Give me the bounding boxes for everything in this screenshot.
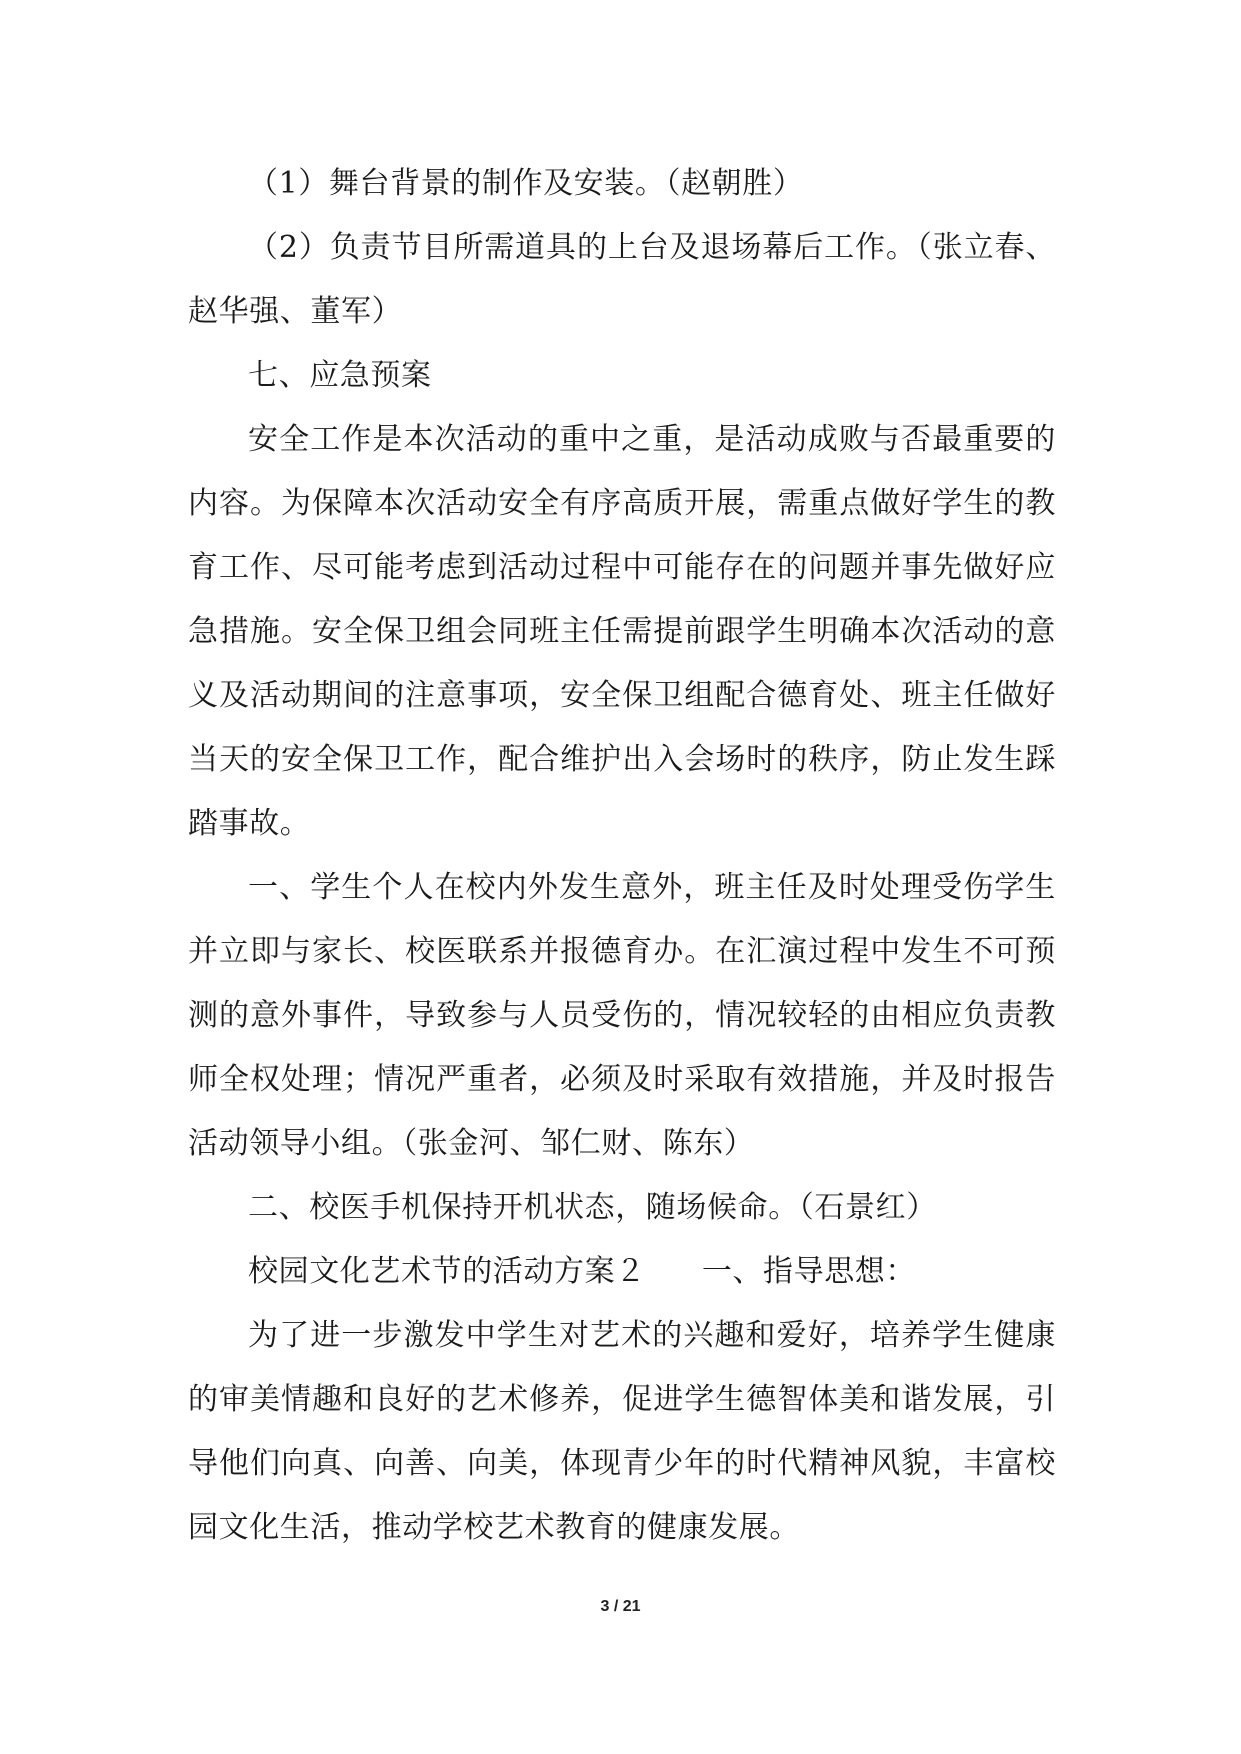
paragraph-guiding-thought: 为了进一步激发中学生对艺术的兴趣和爱好，培养学生健康的审美情趣和良好的艺术修养，促进学生德智体美和谐发展，引导他们向真、向善、向美，体现青少年的时代精神风貌，丰富校园文化生活，推动学校艺术教育的健康发展。 [188,1318,1056,1545]
paragraph-props-backstage: （2）负责节目所需道具的上台及退场幕后工作。（张立春、赵华强、董军） [188,230,1056,329]
paragraph-school-doctor: 二、校医手机保持开机状态，随场候命。（石景红） [248,1190,937,1225]
page-number: 3 / 21 [600,1598,641,1615]
section-title: 校园文化艺术节的活动方案２ [248,1254,646,1289]
section-heading-line [188,1240,1056,1304]
document-body [188,152,1056,1560]
paragraph-accident-handling: 一、学生个人在校内外发生意外，班主任及时处理受伤学生并立即与家长、校医联系并报德育办。在汇演过程中发生不可预测的意外事件，导致参与人员受伤的，情况较轻的由相应负责教师全权处理；情况严重者，必须及时采取有效措施，并及时报告活动领导小组。（张金河、邹仁财、陈东） [188,870,1056,1161]
section-subtitle: 一、指导思想： [701,1254,917,1289]
paragraph-safety-work: 安全工作是本次活动的重中之重，是活动成败与否最重要的内容。为保障本次活动安全有序高质开展，需重点做好学生的教育工作、尽可能考虑到活动过程中可能存在的问题并事先做好应急措施。安全保卫组会同班主任需提前跟学生明确本次活动的意义及活动期间的注意事项，安全保卫组配合德育处、班主任做好当天的安全保卫工作，配合维护出入会场时的秩序，防止发生踩踏事故。 [188,422,1056,841]
heading-emergency-plan: 七、应急预案 [248,358,432,393]
paragraph-stage-background: （1）舞台背景的制作及安装。（赵朝胜） [248,166,804,201]
